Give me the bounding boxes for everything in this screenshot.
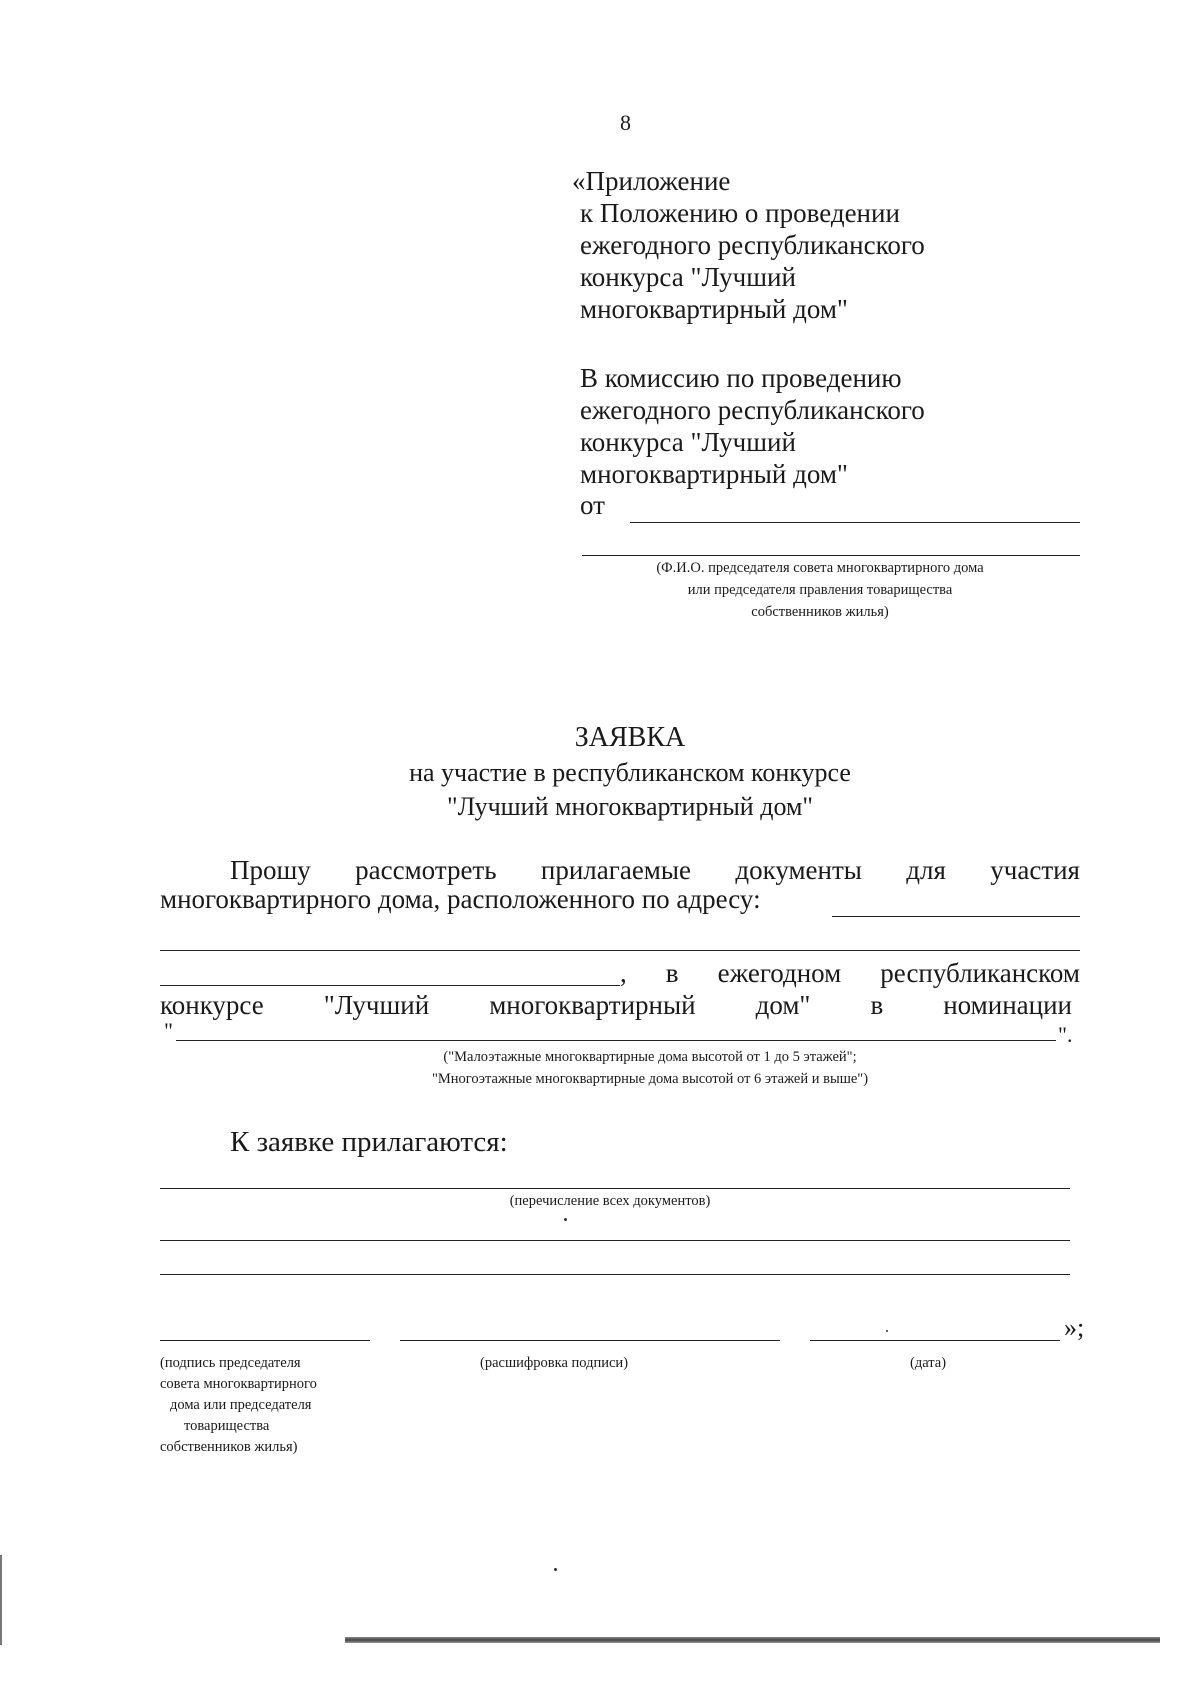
decoding-caption: (расшифровка подписи) xyxy=(480,1355,629,1371)
addressee-block xyxy=(580,362,925,490)
addressee-line: ежегодного республиканского xyxy=(580,395,925,425)
signature-caption-line: товарищества xyxy=(184,1418,270,1434)
scan-edge-mark xyxy=(0,1555,2,1645)
date-caption: (дата) xyxy=(910,1355,947,1371)
nomination-quote-close: ". xyxy=(1058,1022,1073,1047)
body-word: , xyxy=(620,958,627,988)
body-word: документы xyxy=(735,855,862,885)
body-word: республиканском xyxy=(880,958,1080,988)
signature-caption xyxy=(160,1353,390,1458)
document-title: ЗАЯВКА xyxy=(574,722,686,753)
body-word: для xyxy=(906,855,946,885)
body-word: участия xyxy=(990,855,1080,885)
attachments-caption: (перечисление всех документов) xyxy=(509,1193,711,1209)
nomination-quote-open: " xyxy=(164,1018,173,1043)
fio-caption-line: (Ф.И.О. председателя совета многоквартирного дома xyxy=(656,560,984,576)
appendix-header xyxy=(572,165,925,325)
fio-caption xyxy=(600,557,1040,623)
from-name-field-2[interactable] xyxy=(582,555,1080,556)
body-line-5 xyxy=(160,990,1072,1021)
attachments-field-1[interactable] xyxy=(160,1188,1070,1189)
signature-caption-line: совета многоквартирного xyxy=(160,1376,317,1392)
closing-quote: »; xyxy=(1064,1313,1085,1342)
signature-decoding-field[interactable] xyxy=(400,1340,780,1341)
page-number: 8 xyxy=(620,110,631,135)
addressee-line: В комиссию по проведению xyxy=(580,363,902,393)
signature-caption-line: собственников жилья) xyxy=(160,1439,298,1455)
from-label: от xyxy=(580,490,605,520)
body-word: Прошу xyxy=(230,855,311,885)
body-word: в xyxy=(665,958,679,988)
nomination-caption-line: ("Малоэтажные многоквартирные дома высотой от 1 до 5 этажей"; xyxy=(443,1049,857,1065)
body-word: дом" xyxy=(755,990,811,1020)
attachments-field-3[interactable] xyxy=(160,1274,1070,1275)
fio-caption-line: или председателя правления товарищества xyxy=(687,582,953,598)
address-field-3[interactable] xyxy=(160,985,620,986)
body-line-2: многоквартирного дома, расположенного по адресу: xyxy=(160,884,761,914)
body-word: "Лучший xyxy=(323,990,430,1020)
appendix-line: ежегодного республиканского xyxy=(580,230,925,260)
document-subtitle: на участие в республиканском конкурсе xyxy=(409,758,851,787)
body-word: в xyxy=(870,990,884,1020)
attachments-title: К заявке прилагаются: xyxy=(230,1126,508,1158)
signature-caption-line: (подпись председателя xyxy=(160,1355,301,1371)
body-line-1 xyxy=(230,855,1080,886)
body-word: номинации xyxy=(943,990,1072,1020)
appendix-line: к Положению о проведении xyxy=(580,198,900,228)
body-word: конкурсе xyxy=(160,990,264,1020)
date-field[interactable] xyxy=(810,1340,1060,1341)
scan-speck xyxy=(886,1330,888,1332)
appendix-line: «Приложение xyxy=(572,166,731,196)
nomination-caption-line: "Многоэтажные многоквартирные дома высотой от 6 этажей и выше") xyxy=(431,1071,869,1087)
body-line-4 xyxy=(620,958,1080,989)
body-word: рассмотреть xyxy=(355,855,497,885)
body-word: ежегодном xyxy=(717,958,842,988)
from-name-field[interactable] xyxy=(630,522,1080,523)
scan-bottom-rule xyxy=(345,1637,1160,1643)
appendix-line: многоквартирный дом" xyxy=(580,294,848,324)
scan-speck xyxy=(554,1568,557,1571)
addressee-line: конкурса "Лучший xyxy=(580,427,796,457)
body-word: многоквартирный xyxy=(489,990,696,1020)
scan-speck xyxy=(564,1218,567,1221)
attachments-field-2[interactable] xyxy=(160,1240,1070,1241)
fio-caption-line: собственников жилья) xyxy=(751,604,889,620)
address-field[interactable] xyxy=(832,916,1080,917)
appendix-line: конкурса "Лучший xyxy=(580,262,796,292)
signature-caption-line: дома или председателя xyxy=(170,1397,312,1413)
nomination-caption xyxy=(300,1046,1000,1090)
address-field-2[interactable] xyxy=(160,950,1080,951)
body-word: прилагаемые xyxy=(540,855,692,885)
document-subtitle-contest: "Лучший многоквартирный дом" xyxy=(446,792,814,821)
nomination-field[interactable] xyxy=(176,1040,1056,1041)
signature-field[interactable] xyxy=(160,1340,370,1341)
addressee-line: многоквартирный дом" xyxy=(580,459,848,489)
